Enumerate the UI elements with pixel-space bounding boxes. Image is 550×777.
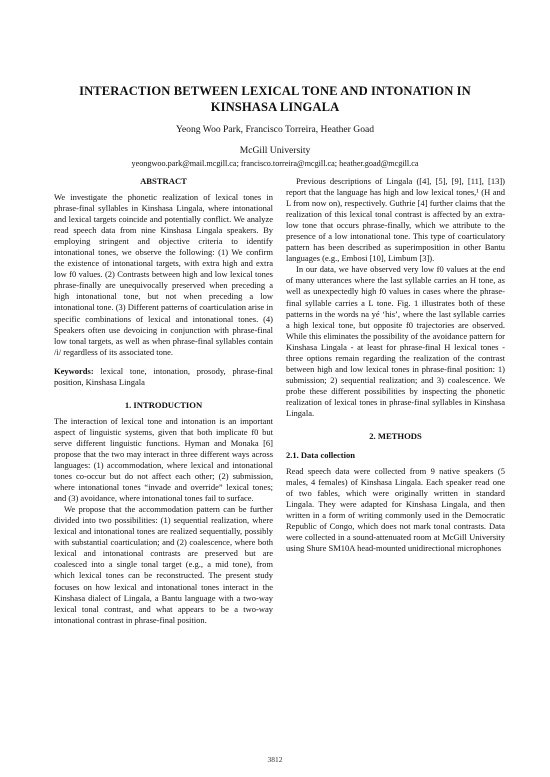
intro-paragraph-4: In our data, we have observed very low f0 values at the end of many utterances where the last syllable carries an H tone, as well as unexpectedly high f0 values in cases where the phrase-final syllable carries a L tone. Fig. 1 illustrates both of these patterns in the words na yé ‘his’, where the last syllable carries a high lexical tone, but opposite f0 trajectories are observed. While this eliminates the possibility of the avoidance pattern for Kinshasa Lingala - at least for phrase-final H lexical tones - three options remain regarding the realization of the contrast between high and low lexical tones in phrase-final position: 1) submission; 2) sequential realization; and 3) coalescence. We probe these different possibilities by inspecting the phonetic realization of lexical tones in phrase-final syllables in Kinshasa Lingala.	[286, 264, 505, 418]
intro-paragraph-3: Previous descriptions of Lingala ([4], [5], [9], [11], [13]) report that the language has high and low lexical tones,¹ (H and L from now on), respectively. Guthrie [4] further claims that the realization of this lexical tonal contrast is affected by an extra-low tone that occurs phrase-finally, which we attribute to the presence of a low intonational tone. This type of coarticulatory pattern has been described as superimposition in other Bantu languages (e.g., Embosi [10], Limbum [3]).	[286, 176, 505, 264]
paper-title: INTERACTION BETWEEN LEXICAL TONE AND INTONATION IN KINSHASA LINGALA	[79, 84, 471, 114]
section-heading-methods: 2. METHODS	[369, 431, 422, 442]
affiliation: McGill University	[239, 145, 311, 156]
keywords-text: lexical tone, intonation, prosody, phrase-final position, Kinshasa Lingala	[54, 365, 273, 387]
subsection-heading-data-collection: 2.1. Data collection	[286, 450, 355, 461]
methods-paragraph-1: Read speech data were collected from 9 native speakers (5 males, 4 females) of Kinshasa Lingala. Each speaker read one of two fables, which were originally written in standard Lingala. They were adapted for Kinshasa Lingala, and then written in a form of writing commonly used in the Democratic Republic of Congo, which does not mark tonal contrasts. Data were collected in a sound-attenuated room at McGill University using Shure SM10A head-mounted unidirectional microphones	[286, 466, 505, 554]
intro-paragraph-1: The interaction of lexical tone and intonation is an important aspect of linguistic systems, given that both implicate f0 but serve different linguistic functions. Hyman and Monaka [6] propose that the two may interact in three different ways across languages: (1) accommodation, where lexical and intonational tones co-occur but do not affect each other; (2) submission, where intonational tones “invade and override” lexical tones; and (3) avoidance, where intonational tones fail to surface.	[54, 415, 273, 504]
author-emails: yeongwoo.park@mail.mcgill.ca; francisco.torreira@mcgill.ca; heather.goad@mcgill.ca	[131, 159, 419, 168]
abstract-text: We investigate the phonetic realization of lexical tones in phrase-final syllables in Kinshasa Lingala, where intonational and lexical targets coincide and potentially conflict. We analyze read speech data from nine Kinshasa Lingala speakers. By employing stringent and objective criteria to identify intonational tones, we observe the following: (1) We confirm the existence of intonational targets, with extra high and extra low f0 values. (2) Contrasts between high and low lexical tones phrase-finally are unequivocally preserved when preceding a high intonational tone, but not when preceding a low intonational tone. (3) Different patterns of coarticulation arise in specific combinations of lexical and intonational tones. (4) Speakers often use devoicing in conjunction with phrase-final low tonal targets, as well as when phrase-final syllables contain /i/ regardless of its associated tone.	[54, 192, 273, 357]
intro-paragraph-2: We propose that the accommodation pattern can be further divided into two possibilities: (1) sequential realization, where lexical and intonational tones are realized sequentially, possibly with substantial coarticulation; and (2) coalescence, where both lexical and intonational contrasts are preserved but are coalesced into a single tonal target (e.g., a mid tone), from which lexical tones can be reconstructed. The present study focuses on how lexical and intonational tones interact in the Kinshasa dialect of Lingala, a Bantu language with a two-way lexical tonal contrast, and what appears to be a two-way intonational contrast in phrase-final position.	[54, 504, 273, 625]
abstract-heading: ABSTRACT	[140, 176, 187, 186]
right-column	[286, 176, 505, 691]
author-list: Yeong Woo Park, Francisco Torreira, Heather Goad	[175, 124, 375, 135]
keywords	[54, 366, 273, 388]
keywords-label: Keywords:	[54, 365, 94, 376]
page-number: 3812	[267, 755, 283, 764]
section-heading-introduction: 1. INTRODUCTION	[124, 399, 203, 410]
left-column	[54, 176, 273, 691]
